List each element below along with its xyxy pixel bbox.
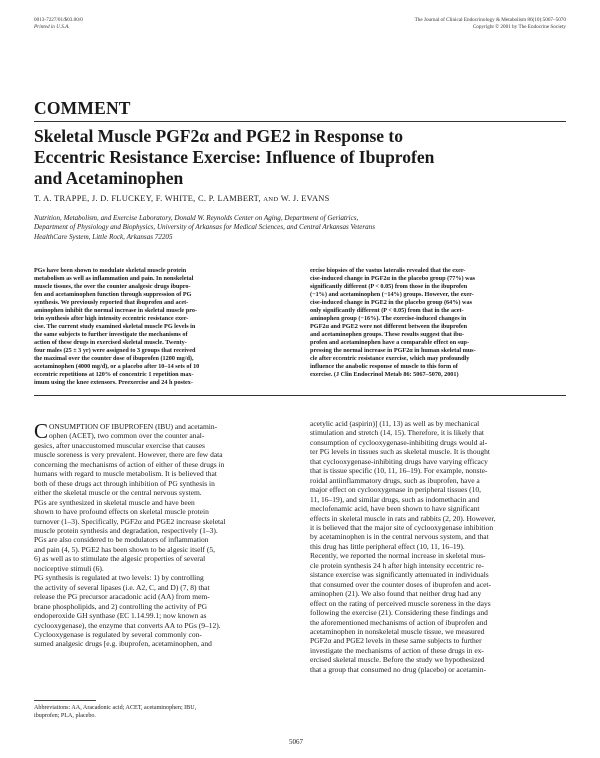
authors-part1: T. A. TRAPPE, J. D. FLUCKEY, F. WHITE, C. P. LAMBERT, <box>34 194 261 203</box>
abstract-line: PGF2α and PGE2 were not different between the ibuprofen <box>310 323 468 330</box>
abstract-line: imum using the knee extensors. Preexercise and 24 h postex- <box>34 379 193 386</box>
abstract-line: the same subjects to further investigate the mechanisms of <box>34 331 188 338</box>
abstract-line: tein synthesis after high intensity eccentric resistance exer- <box>34 315 189 322</box>
title-line: and Acetaminophen <box>34 168 184 188</box>
abstract-line: aminophen group (−16%). The exercise-induced changes in <box>310 315 467 322</box>
abstract-line: profen and acetaminophen have a comparable effect on sup- <box>310 339 470 346</box>
body-line: shown to have profound effects on skeletal muscle protein <box>34 507 209 517</box>
body-line: PGs are synthesized in skeletal muscle and have been <box>34 497 195 507</box>
abstract-line: cle after eccentric resistance exercise, which may profoundly <box>310 355 470 362</box>
body-line: sumed analgesic drugs [e.g. ibuprofen, acetaminophen, and <box>34 639 212 649</box>
copyright-line: Copyright © 2001 by The Endocrine Society <box>472 24 566 30</box>
body-line: that cyclooxygenase-inhibiting drugs have varying efficacy <box>310 456 488 466</box>
abstract-line: (−1%) and acetaminophen (−14%) groups. However, the exer- <box>310 291 474 298</box>
affiliation <box>34 214 574 242</box>
body-line: major effect on cyclooxygenase in peripheral tissues (10, <box>310 485 482 495</box>
body-line: meclofenamic acid, have been shown to have significant <box>310 504 480 514</box>
body-line: by acetaminophen is in the central nervous system, and that <box>310 532 489 542</box>
body-line: sistance exercise was significantly attenuated in individuals <box>310 570 489 580</box>
body-line: effect on the rating of perceived muscle soreness in the days <box>310 598 491 608</box>
body-line: Recently, we reported the normal increase in skeletal mus- <box>310 551 486 561</box>
abstract-line: action of these drugs in exercised skeletal muscle. Twenty- <box>34 339 187 346</box>
affiliation-line: Department of Physiology and Biophysics, University of Arkansas for Medical Sciences, and Central Arkansas Veterans <box>34 223 375 232</box>
abstract-line: significantly different (P < 0.05) from those in the ibuprofen <box>310 283 468 290</box>
abstract-line: acetaminophen (4000 mg/d), or a placebo after 10–14 sets of 10 <box>34 363 200 370</box>
footnote <box>34 704 290 721</box>
abstract-line: cise-induced change in PGE2 in the placebo group (64%) was <box>310 299 472 306</box>
body-line: PGF2α and PGE2 levels in these same subjects to further <box>310 636 482 646</box>
body-line: both of these drugs act through inhibition of PG synthesis in <box>34 478 215 488</box>
abstract-line: pressing the normal increase in PGF2α in human skeletal mus- <box>310 347 476 354</box>
body-line: acetaminophen in nonskeletal muscle tissue, we measured <box>310 626 485 636</box>
body-line: that a group that consumed no drug (placebo) or acetamin- <box>310 664 486 674</box>
title-line: Skeletal Muscle PGF2α and PGE2 in Response to <box>34 126 404 146</box>
footnote-line: ibuprofen; PLA, placebo. <box>34 713 96 720</box>
abstract-line: only significantly different (P < 0.05) from that in the acet- <box>310 307 464 314</box>
author-list <box>34 194 330 203</box>
abstract-line: exercise. (J Clin Endocrinol Metab 86: 5067–5070, 2001) <box>310 371 459 378</box>
body-line: ophen (ACET), two common over the counter anal- <box>49 431 205 441</box>
abstract-line: eccentric repetitions at 120% of concentric 1 repetition max- <box>34 371 194 378</box>
body-line: that is tissue specific (10, 11, 16–19). For example, nonste- <box>310 466 488 476</box>
abstract-line: influence the anabolic response of muscle to this form of <box>310 363 458 370</box>
body-line: ercised skeletal muscle. Before the study we hypothesized <box>310 655 485 665</box>
body-line: Cyclooxygenase is regulated by several commonly con- <box>34 629 202 639</box>
abstract-line: ercise biopsies of the vastus lateralis revealed that the exer- <box>310 267 466 274</box>
body-line: cyclooxygenase), the enzyme that converts AA to PGs (9–12). <box>34 620 221 630</box>
abstract-line: the maximal over the counter dose of ibuprofen (1200 mg/d), <box>34 355 194 362</box>
abstract-line: muscle tissues, the over the counter analgesic drugs ibupro- <box>34 283 191 290</box>
abstract-rule <box>34 395 566 396</box>
body-line: gesics, after unaccustomed muscular exercise that causes <box>34 440 205 450</box>
abstract-line: four males (25 ± 3 yr) were assigned to 3 groups that received <box>34 347 196 354</box>
body-line: humans with regard to muscle metabolism. It is believed that <box>34 469 217 479</box>
body-line: effects in skeletal muscle in rats and rabbits (2, 20). However, <box>310 513 496 523</box>
body-line: it is believed that the major site of cyclooxygenase inhibition <box>310 522 494 532</box>
body-line: ter PG levels in tissues such as skeletal muscle. It is thought <box>310 447 490 457</box>
body-left-column <box>34 419 290 649</box>
body-line: PG synthesis is regulated at two levels: 1) by controlling <box>34 573 204 583</box>
abstract-line: and acetaminophen groups. These results suggest that ibu- <box>310 331 465 338</box>
body-line: this drug has little peripheral effect (10, 11, 16–19). <box>310 541 465 551</box>
journal-header-left <box>34 17 83 31</box>
affiliation-line: HealthCare System, Little Rock, Arkansas 72205 <box>34 232 173 241</box>
body-line: that consumed over the counter doses of ibuprofen and acet- <box>310 579 491 589</box>
body-line: 11, 16–19), and similar drugs, such as indomethacin and <box>310 494 480 504</box>
body-line: roidal antiinflammatory drugs, such as ibuprofen, have a <box>310 475 480 485</box>
page-number: 5067 <box>289 738 303 746</box>
body-line: stimulation and stretch (14, 15). Therefore, it is likely that <box>310 428 484 438</box>
issn-line: 0013-7227/01/$03.00/0 <box>34 17 83 23</box>
body-line: investigate the mechanisms of action of these drugs in ex- <box>310 645 484 655</box>
authors-part2: W. J. EVANS <box>280 194 330 203</box>
abstract-line: PGs have been shown to modulate skeletal muscle protein <box>34 267 187 274</box>
body-line: consumption of cyclooxygenase-inhibiting drugs would al- <box>310 437 488 447</box>
abstract-line: cise-induced change in PGF2α in the placebo group (77%) was <box>310 275 476 282</box>
body-line: PGs are also considered to be modulators of inflammation <box>34 535 209 545</box>
drop-cap: C <box>34 419 49 443</box>
section-rule <box>34 121 566 122</box>
abstract-left-column <box>34 267 290 387</box>
authors-and: AND <box>263 196 279 203</box>
journal-header-right <box>415 17 566 31</box>
body-line: and pain (4, 5). PGE2 has been shown to be algesic itself (5, <box>34 544 215 554</box>
body-line: either the skeletal muscle or the central nervous system. <box>34 488 202 498</box>
body-line: ONSUMPTION OF IBUPROFEN (IBU) and acetamin- <box>49 422 218 431</box>
abstract-line: cise. The current study examined skeletal muscle PG levels in <box>34 323 196 330</box>
journal-citation: The Journal of Clinical Endocrinology & Metabolism 86(10):5067–5070 <box>414 17 566 23</box>
body-line: muscle soreness is very prevalent. However, there are few data <box>34 450 223 460</box>
section-label: COMMENT <box>34 98 131 118</box>
abstract-line: fen and acetaminophen function through suppression of PG <box>34 291 192 298</box>
body-line: concerning the mechanisms of action of either of these drugs in <box>34 459 225 469</box>
body-line: endoperoxide GH synthase (EC 1.14.99.1; now known as <box>34 611 207 621</box>
abstract-line: synthesis. We previously reported that ibuprofen and acet- <box>34 299 189 306</box>
body-line: acetylic acid (aspirin)] (11, 13) as well as by mechanical <box>310 419 480 428</box>
abstract-line: aminophen inhibit the normal increase in skeletal muscle pro- <box>34 307 198 314</box>
footnote-rule <box>34 700 96 701</box>
body-line: turnover (1–3). Specifically, PGF2α and PGE2 increase skeletal <box>34 516 226 526</box>
body-line: 6) as well as to stimulate the algesic properties of several <box>34 554 206 564</box>
body-line: aminophen (21). We also found that neither drug had any <box>310 589 482 599</box>
body-right-column <box>310 419 566 674</box>
abstract-right-column <box>310 267 566 379</box>
body-line: release the PG precursor aracadonic acid (AA) from mem- <box>34 592 210 602</box>
body-line: muscle protein synthesis and degradation, respectively (1–3). <box>34 525 218 535</box>
article-title <box>34 126 574 189</box>
body-line: following the exercise (21). Considering these findings and <box>310 608 488 618</box>
body-line: brane phospholipids, and 2) controlling the activity of PG <box>34 601 208 611</box>
affiliation-line: Nutrition, Metabolism, and Exercise Laboratory, Donald W. Reynolds Center on Aging, Department of Geriatrics, <box>34 214 359 222</box>
printed-line: Printed in U.S.A. <box>34 24 70 30</box>
body-line: cle protein synthesis 24 h after high intensity eccentric re- <box>310 560 484 570</box>
body-line: nociceptive stimuli (6). <box>34 563 104 573</box>
body-line: the aforementioned mechanisms of action of ibuprofen and <box>310 617 488 627</box>
footnote-line: Abbreviations: AA, Aracadonic acid; ACET, acetaminophen; IBU, <box>34 705 197 711</box>
title-line: Eccentric Resistance Exercise: Influence of Ibuprofen <box>34 147 435 167</box>
abstract-line: metabolism as well as inflammation and pain. In nonskeletal <box>34 275 194 282</box>
body-line: the activity of several lipases (i.e. A2, C, and D) (7, 8) that <box>34 582 210 592</box>
